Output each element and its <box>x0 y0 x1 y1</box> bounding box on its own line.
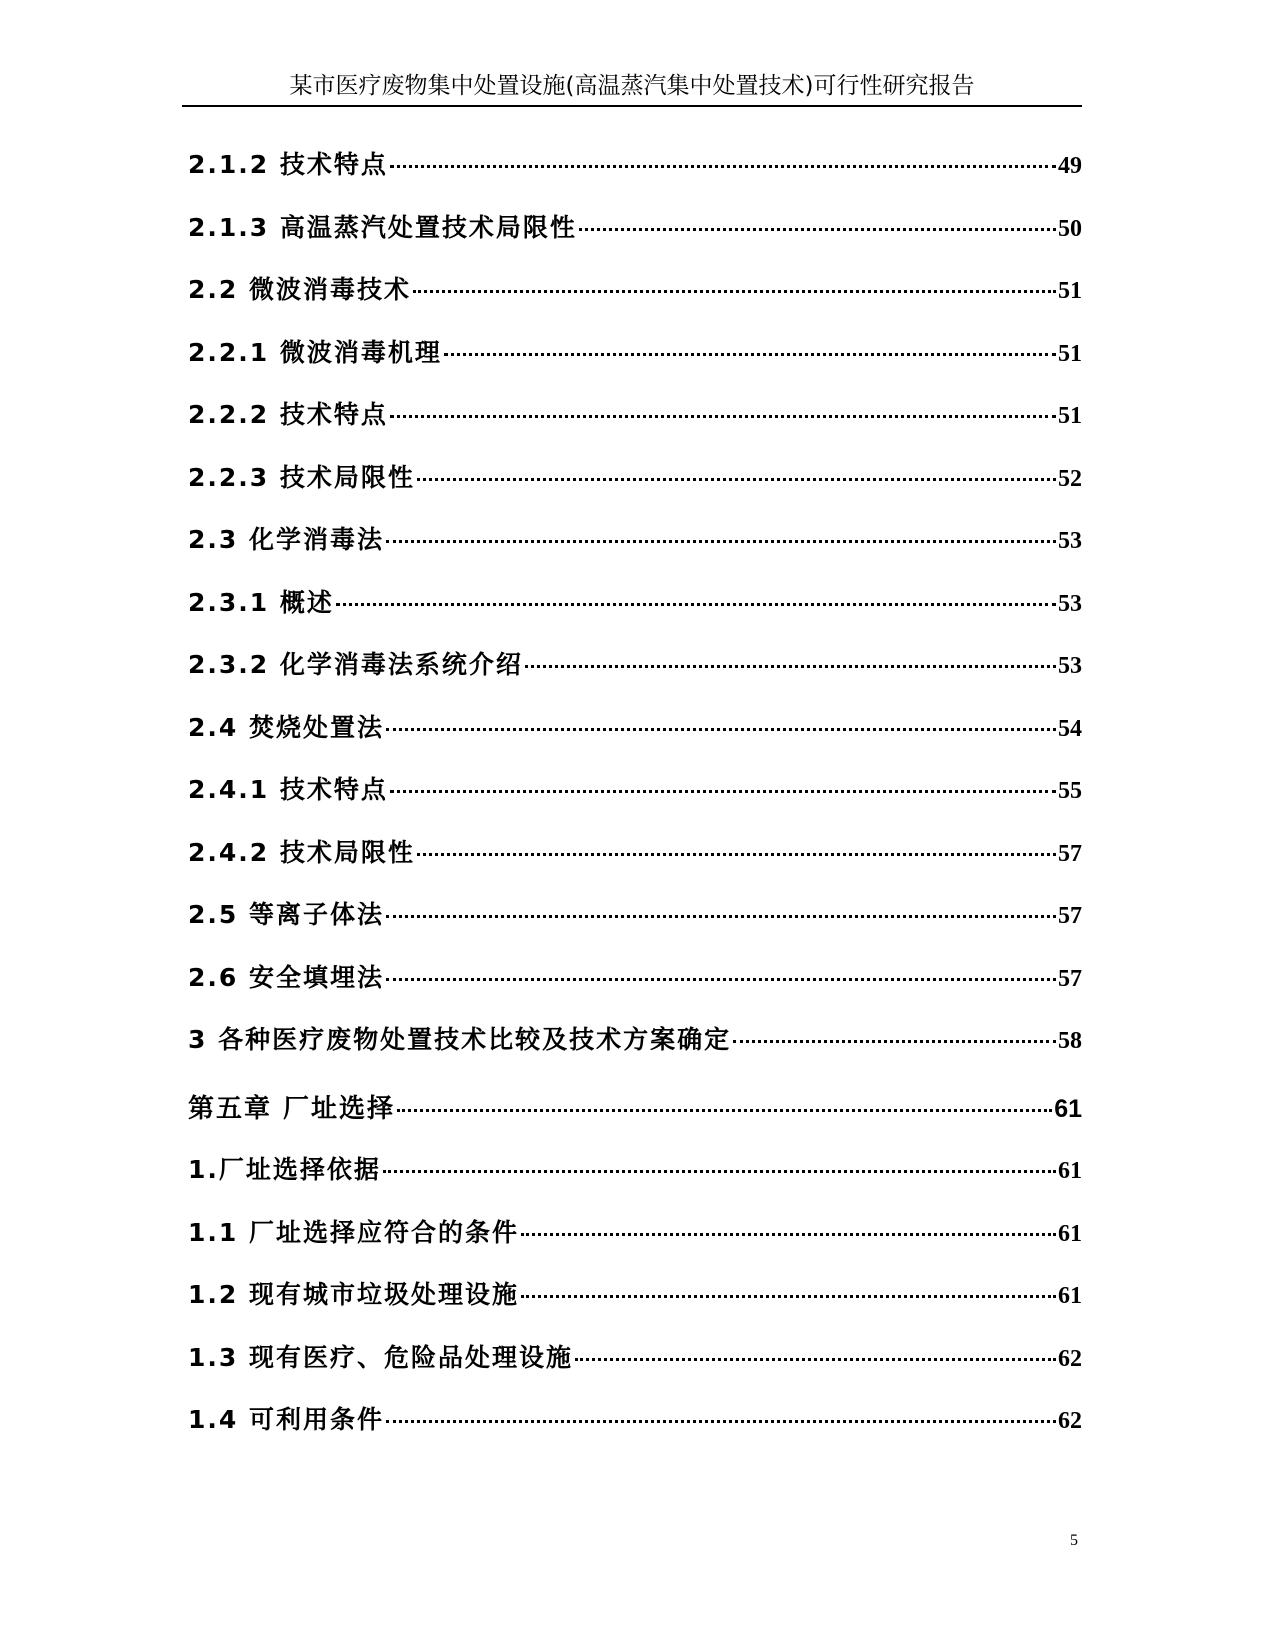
toc-entry-page: 49 <box>1058 153 1082 179</box>
toc-entry-title: 2.2.1 微波消毒机理 <box>188 337 442 367</box>
toc-entry-title: 1.厂址选择依据 <box>188 1155 381 1184</box>
toc-entry-page: 53 <box>1058 653 1082 679</box>
toc-entry-title: 2.4.2 技术局限性 <box>188 837 415 867</box>
toc-entry-title: 2.3.1 概述 <box>188 587 334 617</box>
toc-entry[interactable] <box>188 1338 1082 1401</box>
toc-entry-title: 2.4.1 技术特点 <box>188 775 388 804</box>
toc-leader-dots <box>336 603 1056 606</box>
toc-entry-page: 61 <box>1058 1283 1082 1309</box>
page-number: 5 <box>1070 1532 1078 1549</box>
toc-entry-page: 62 <box>1058 1345 1082 1372</box>
toc-entry[interactable] <box>188 1020 1082 1083</box>
toc-entry[interactable] <box>188 645 1082 708</box>
toc-leader-dots <box>525 665 1056 668</box>
toc-entry-page: 62 <box>1058 1408 1082 1434</box>
toc-leader-dots <box>521 1233 1056 1236</box>
running-header: 某市医疗废物集中处置设施(高温蒸汽集中处置技术)可行性研究报告 <box>289 73 975 99</box>
toc-leader-dots <box>386 728 1056 731</box>
toc-entry[interactable] <box>188 520 1082 583</box>
toc-entry-page: 54 <box>1058 715 1082 742</box>
toc-entry-page: 57 <box>1058 903 1082 929</box>
toc-entry-title: 2.2.3 技术局限性 <box>188 462 415 492</box>
table-of-contents <box>188 145 1082 1463</box>
toc-chapter-page: 61 <box>1054 1094 1082 1123</box>
toc-entry-title: 3 各种医疗废物处置技术比较及技术方案确定 <box>188 1025 732 1054</box>
toc-leader-dots <box>417 853 1056 856</box>
toc-entry-page: 61 <box>1058 1220 1082 1247</box>
toc-entry[interactable] <box>188 833 1082 896</box>
toc-entry[interactable] <box>188 1213 1082 1276</box>
toc-entry-page: 50 <box>1058 215 1082 242</box>
toc-entry-page: 57 <box>1058 965 1082 992</box>
toc-leader-dots <box>383 1170 1056 1173</box>
toc-entry-page: 52 <box>1058 465 1082 492</box>
toc-entry-title: 2.4 焚烧处置法 <box>188 712 384 742</box>
toc-entry[interactable] <box>188 208 1082 271</box>
toc-leader-dots <box>386 978 1056 981</box>
toc-entry[interactable] <box>188 270 1082 333</box>
toc-chapter-entry[interactable] <box>188 1088 1082 1151</box>
toc-leader-dots <box>733 1040 1056 1043</box>
toc-entry-title: 2.3.2 化学消毒法系统介绍 <box>188 650 523 679</box>
toc-leader-dots <box>521 1295 1056 1298</box>
toc-leader-dots <box>390 790 1056 793</box>
toc-entry[interactable] <box>188 145 1082 208</box>
toc-leader-dots <box>575 1358 1056 1361</box>
toc-entry[interactable] <box>188 458 1082 521</box>
toc-leader-dots <box>397 1109 1052 1112</box>
toc-entry-page: 58 <box>1058 1028 1082 1054</box>
toc-entry-page: 51 <box>1058 278 1082 304</box>
toc-entry[interactable] <box>188 708 1082 771</box>
toc-entry-title: 2.5 等离子体法 <box>188 900 384 929</box>
toc-entry-page: 55 <box>1058 778 1082 804</box>
toc-entry-page: 61 <box>1058 1158 1082 1184</box>
toc-entry[interactable] <box>188 333 1082 396</box>
toc-leader-dots <box>413 290 1056 293</box>
toc-leader-dots <box>386 915 1056 918</box>
toc-leader-dots <box>444 353 1056 356</box>
toc-entry-page: 53 <box>1058 528 1082 554</box>
toc-entry-title: 2.2.2 技术特点 <box>188 400 388 429</box>
toc-entry[interactable] <box>188 1275 1082 1338</box>
toc-entry[interactable] <box>188 958 1082 1021</box>
toc-entry-title: 1.3 现有医疗、危险品处理设施 <box>188 1342 573 1372</box>
toc-leader-dots <box>386 1420 1056 1423</box>
toc-entry[interactable] <box>188 1150 1082 1213</box>
toc-entry[interactable] <box>188 583 1082 646</box>
toc-entry-page: 51 <box>1058 340 1082 367</box>
toc-entry[interactable] <box>188 395 1082 458</box>
toc-entry-title: 2.1.3 高温蒸汽处置技术局限性 <box>188 212 577 242</box>
toc-leader-dots <box>390 165 1056 168</box>
toc-entry[interactable] <box>188 1400 1082 1463</box>
toc-entry-page: 57 <box>1058 840 1082 867</box>
toc-entry-title: 1.4 可利用条件 <box>188 1405 384 1434</box>
toc-entry-title: 2.2 微波消毒技术 <box>188 275 411 304</box>
toc-entry-page: 53 <box>1058 590 1082 617</box>
toc-entry-title: 2.1.2 技术特点 <box>188 150 388 179</box>
toc-entry[interactable] <box>188 770 1082 833</box>
toc-leader-dots <box>417 478 1056 481</box>
toc-entry[interactable] <box>188 895 1082 958</box>
toc-leader-dots <box>386 540 1056 543</box>
toc-chapter-title: 第五章 厂址选择 <box>188 1093 396 1124</box>
toc-entry-title: 2.6 安全填埋法 <box>188 962 384 992</box>
toc-entry-title: 1.2 现有城市垃圾处理设施 <box>188 1280 519 1309</box>
toc-entry-page: 51 <box>1058 403 1082 429</box>
toc-entry-title: 1.1 厂址选择应符合的条件 <box>188 1217 519 1247</box>
toc-leader-dots <box>579 228 1056 231</box>
header-rule <box>182 105 1082 107</box>
toc-entry-title: 2.3 化学消毒法 <box>188 525 384 554</box>
toc-leader-dots <box>390 415 1056 418</box>
